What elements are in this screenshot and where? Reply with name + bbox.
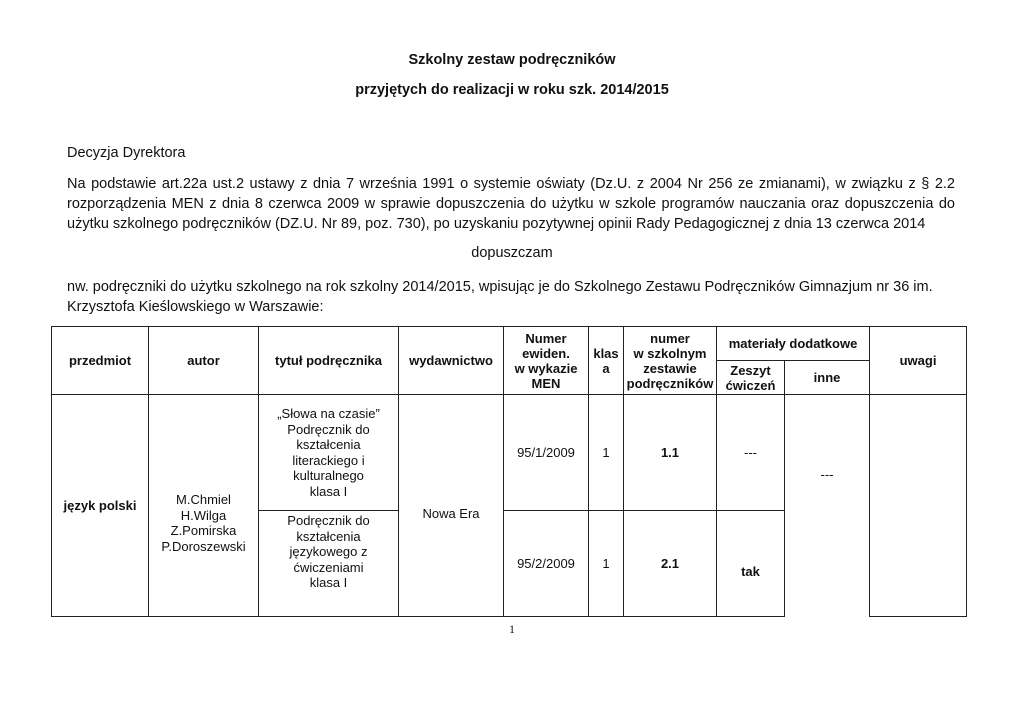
klasa-cell: 1 (589, 395, 624, 511)
zestaw-number-cell: 1.1 (624, 395, 717, 511)
inne-cell: --- (785, 395, 870, 617)
authors-cell: M.Chmiel H.Wilga Z.Pomirska P.Doroszewski (149, 395, 259, 617)
legal-basis-paragraph (67, 174, 955, 234)
document-title: Szkolny zestaw podręczników (408, 52, 616, 68)
approval-word: dopuszczam (471, 245, 553, 261)
header-inne: inne (785, 361, 870, 395)
intro-line: Krzysztofa Kieślowskiego w Warszawie: (67, 299, 324, 315)
men-number-cell: 95/2/2009 (504, 511, 589, 617)
intro-paragraph (67, 277, 955, 317)
header-przedmiot: przedmiot (52, 327, 149, 395)
paragraph-line: rozporządzenia MEN z dnia 8 czerwca 2009 w sprawie dopuszczenia do użytku w szkole programów nauczania oraz dopuszczenia do (67, 196, 955, 212)
paragraph-line: użytku szkolnego podręczników (DZ.U. Nr 89, poz. 730), po uzyskaniu pozytywnej opinii Rady Pedagogicznej z dnia 13 czerwca 2014 (67, 216, 926, 232)
zeszyt-cell: --- (717, 395, 785, 511)
zeszyt-cell: tak (717, 511, 785, 617)
header-wydawnictwo: wydawnictwo (399, 327, 504, 395)
decision-heading: Decyzja Dyrektora (67, 145, 186, 161)
header-uwagi: uwagi (870, 327, 967, 395)
document-subtitle: przyjętych do realizacji w roku szk. 2014/2015 (355, 82, 669, 98)
zestaw-number-cell: 2.1 (624, 511, 717, 617)
men-number-cell: 95/1/2009 (504, 395, 589, 511)
table-row (52, 395, 967, 511)
header-tytul: tytuł podręcznika (259, 327, 399, 395)
klasa-cell: 1 (589, 511, 624, 617)
header-zeszyt: Zeszyt ćwiczeń (717, 361, 785, 395)
intro-line: nw. podręczniki do użytku szkolnego na rok szkolny 2014/2015, wpisując je do Szkolnego Zestawu Podręczników Gimnazjum nr 36 im. (67, 279, 933, 295)
header-numer-zestaw: numer w szkolnym zestawie podręczników (624, 327, 717, 395)
subject-cell: język polski (52, 395, 149, 617)
publisher-cell: Nowa Era (399, 395, 504, 617)
uwagi-cell (870, 395, 967, 617)
header-autor: autor (149, 327, 259, 395)
textbook-table (51, 326, 967, 617)
title-cell: „Słowa na czasie” Podręcznik do kształcenia literackiego i kulturalnego klasa I (259, 395, 399, 511)
header-klasa: klas a (589, 327, 624, 395)
title-cell: Podręcznik do kształcenia językowego z ćwiczeniami klasa I (259, 511, 399, 617)
header-materialy: materiały dodatkowe (717, 327, 870, 361)
header-numer-men: Numer ewiden. w wykazie MEN (504, 327, 589, 395)
paragraph-line: Na podstawie art.22a ust.2 ustawy z dnia 7 września 1991 o systemie oświaty (Dz.U. z 2004 Nr 256 ze zmianami), w związku z § 2.2 (67, 176, 955, 192)
page-number: 1 (509, 622, 515, 636)
